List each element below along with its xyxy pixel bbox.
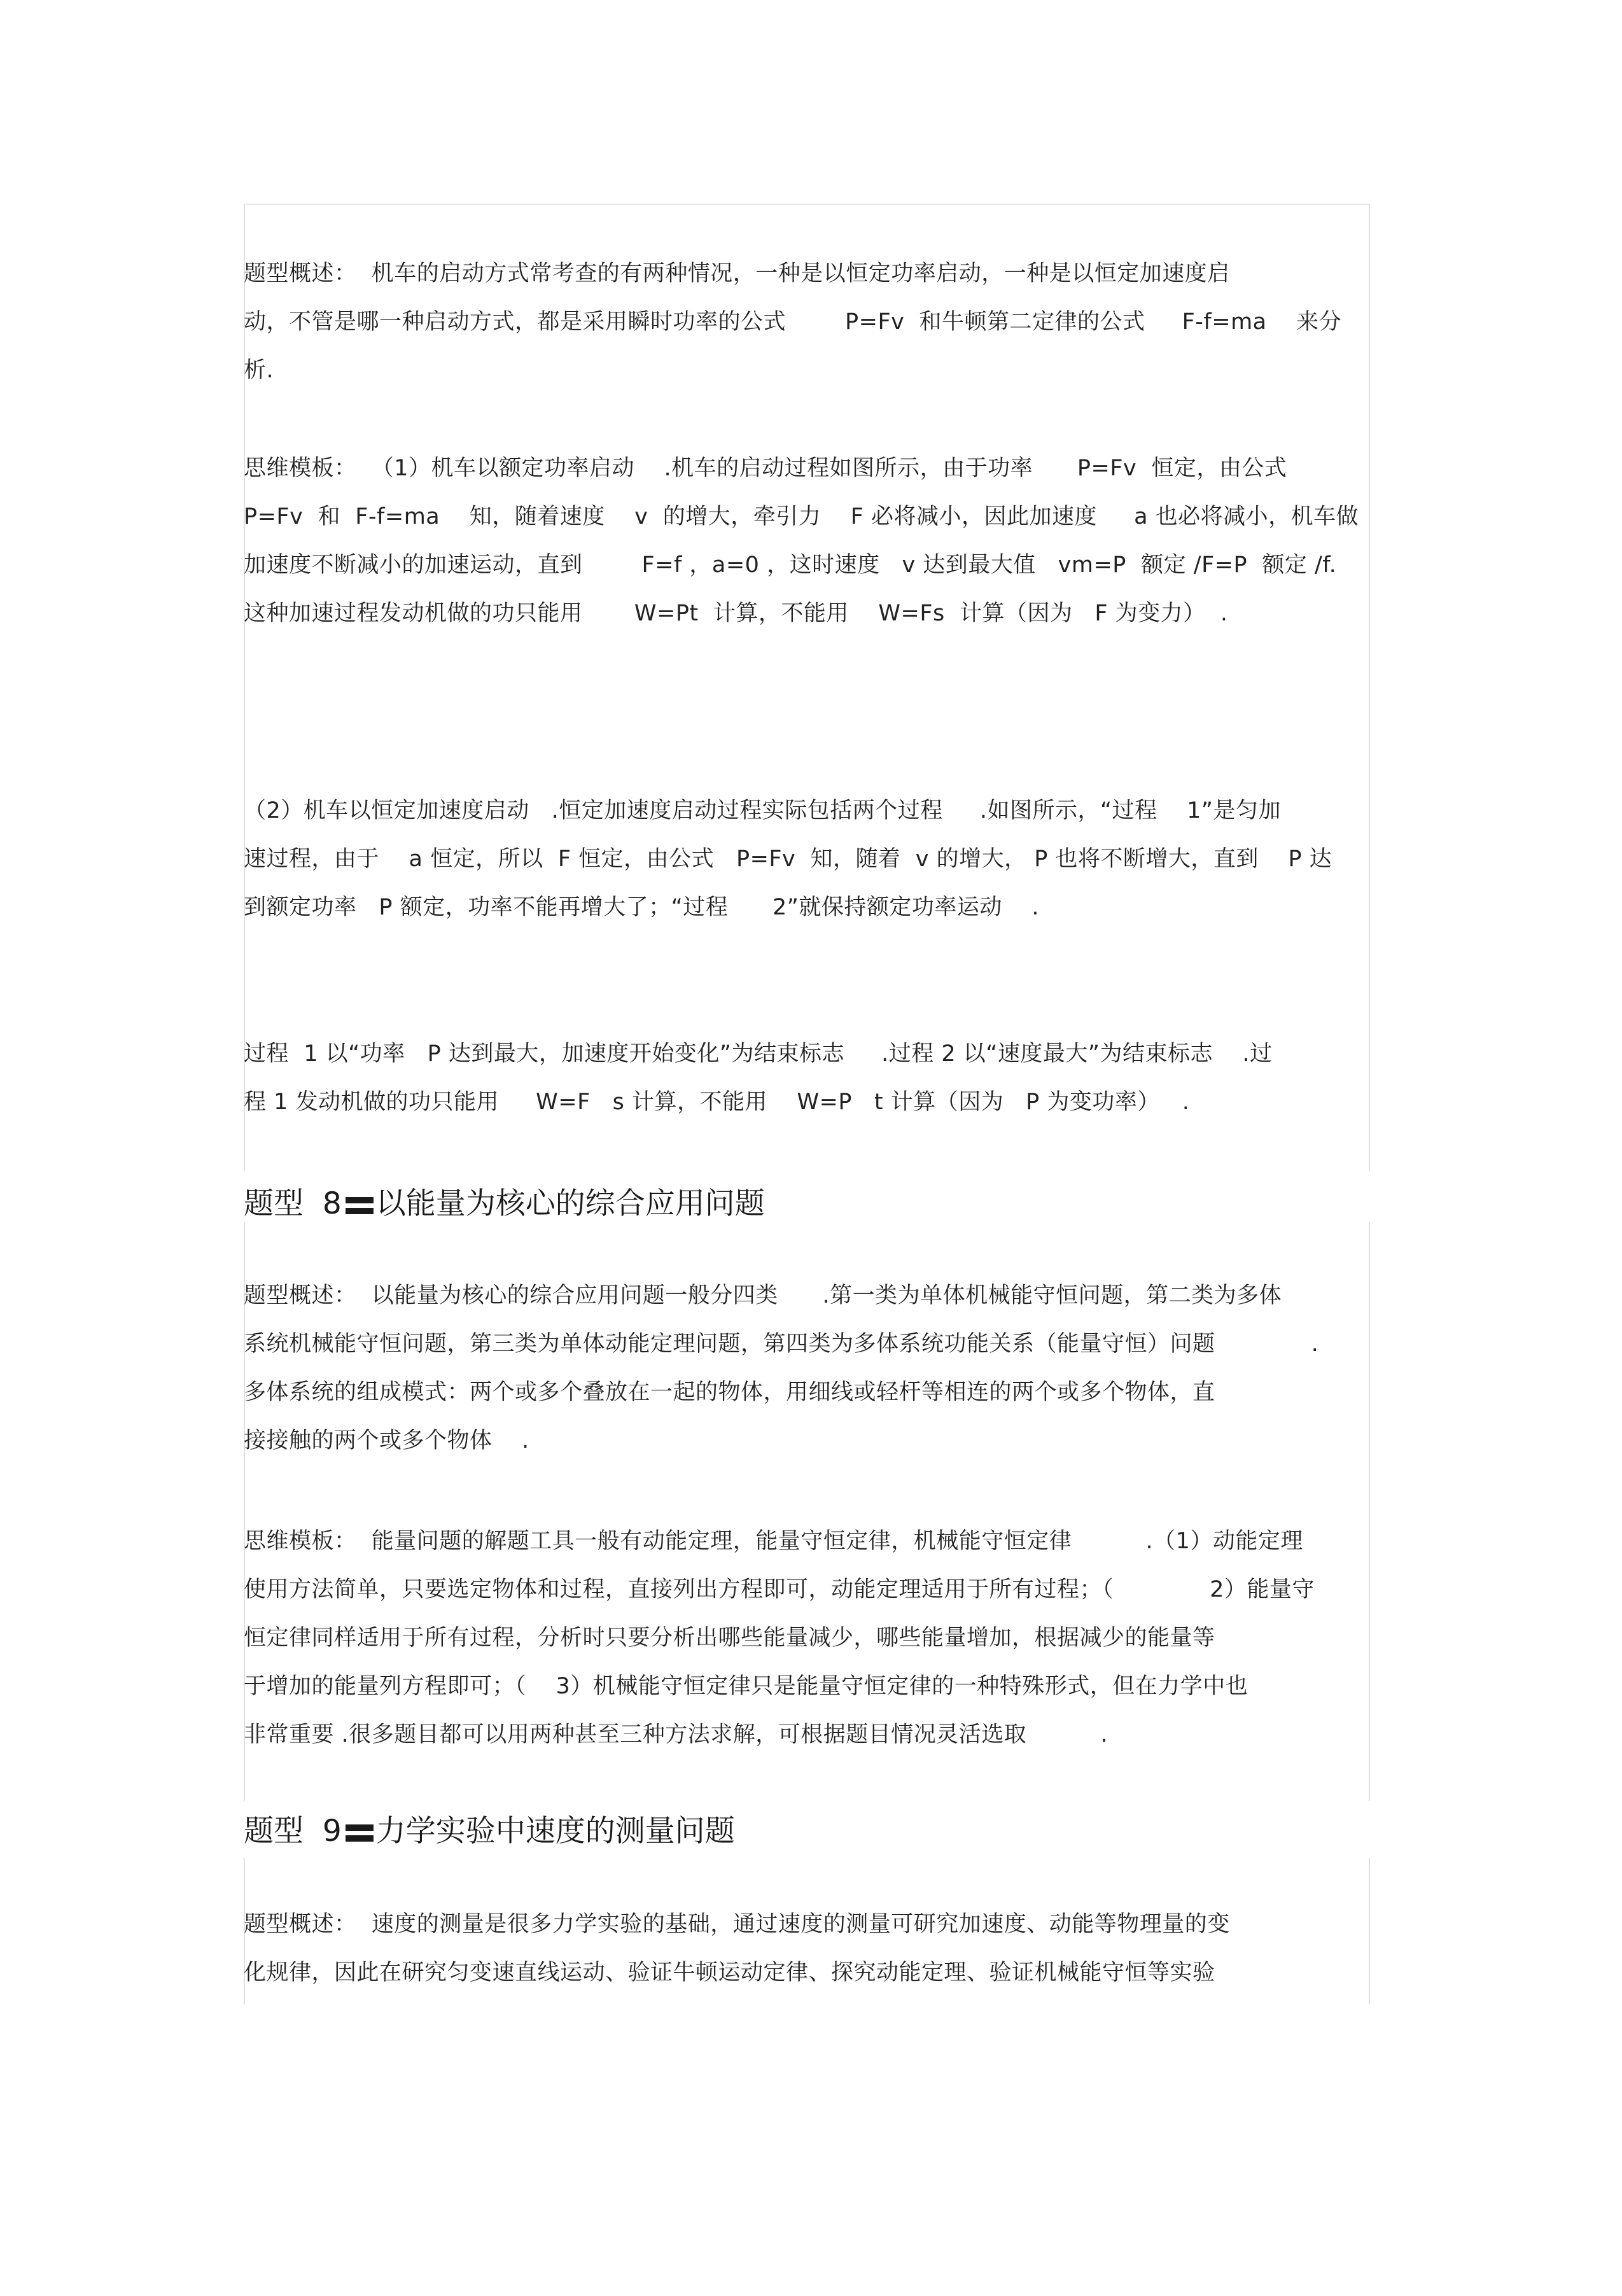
s8-overview-line-1: 题型概述： 以能量为核心的综合应用问题一般分四类 .第一类为单体机械能守恒问题，第二类为多体: [244, 1283, 1282, 1308]
section-8-title-suffix: 以能量为核心的综合应用问题: [375, 1186, 765, 1221]
s7-template3-line-2: 程 1 发动机做的功只能用 W=F s 计算，不能用 W=P t 计算（因为 P 为变功率） .: [244, 1089, 1190, 1115]
section-8-title: [244, 1185, 765, 1223]
double-bar-mark-icon: [346, 1196, 374, 1215]
s8-template-line-2: 使用方法简单，只要选定物体和过程，直接列出方程即可，动能定理适用于所有过程；（ 2）能量守: [244, 1577, 1315, 1602]
s8-template-line-4: 于增加的能量列方程即可；（ 3）机械能守恒定律只是能量守恒定律的一种特殊形式，但在力学中也: [244, 1674, 1248, 1699]
s7-template2-line-2: 速过程，由于 a 恒定，所以 F 恒定，由公式 P=Fv 知，随着 v 的增大， P 也将不断增大，直到 P 达: [244, 846, 1332, 872]
s7-overview-line-2: 动，不管是哪一种启动方式，都是采用瞬时功率的公式 P=Fv 和牛顿第二定律的公式 F-f=ma 来分: [244, 309, 1342, 335]
frame-right-line-1: [1369, 204, 1370, 1171]
s7-template1-line-1: 思维模板： （1）机车以额定功率启动 .机车的启动过程如图所示，由于功率 P=Fv 恒定，由公式: [244, 456, 1287, 481]
s8-overview-line-4: 接接触的两个或多个物体 .: [244, 1428, 529, 1453]
s8-overview-line-3: 多体系统的组成模式：两个或多个叠放在一起的物体，用细线或轻杆等相连的两个或多个物体，直: [244, 1380, 1215, 1405]
frame-right-line-3: [1369, 1858, 1370, 2005]
section-9-title-suffix: 力学实验中速度的测量问题: [375, 1814, 735, 1849]
section-9-title-prefix: 题型 9: [244, 1814, 342, 1849]
s7-template3-line-1: 过程 1 以“功率 P 达到最大，加速度开始变化”为结束标志 .过程 2 以“速度最大”为结束标志 .过: [244, 1041, 1273, 1067]
s9-overview-line-2: 化规律，因此在研究匀变速直线运动、验证牛顿运动定律、探究动能定理、验证机械能守恒等实验: [244, 1960, 1215, 1985]
s8-template-line-5: 非常重要 .很多题目都可以用两种甚至三种方法求解，可根据题目情况灵活选取 .: [244, 1722, 1108, 1747]
frame-right-line-2: [1369, 1222, 1370, 1801]
double-bar-mark-icon: [346, 1823, 374, 1842]
section-9-title: [244, 1812, 735, 1851]
s8-overview-line-2: 系统机械能守恒问题，第三类为单体动能定理问题，第四类为多体系统功能关系（能量守恒）问题 .: [244, 1331, 1319, 1357]
s8-template-line-3: 恒定律同样适用于所有过程，分析时只要分析出哪些能量减少，哪些能量增加，根据减少的能量等: [244, 1625, 1215, 1651]
s7-overview-line-1: 题型概述： 机车的启动方式常考查的有两种情况，一种是以恒定功率启动，一种是以恒定加速度启: [244, 261, 1230, 286]
s7-template2-line-1: （2）机车以恒定加速度启动 .恒定加速度启动过程实际包括两个过程 .如图所示，“过程 1”是匀加: [244, 798, 1282, 823]
s8-template-line-1: 思维模板： 能量问题的解题工具一般有动能定理，能量守恒定律，机械能守恒定律 .（1）动能定理: [244, 1529, 1303, 1554]
s7-overview-line-3: 析.: [244, 358, 274, 383]
frame-top-line: [244, 204, 1370, 205]
s7-template1-line-2: P=Fv 和 F-f=ma 知，随着速度 v 的增大，牵引力 F 必将减小，因此加速度 a 也必将减小，机车做: [244, 504, 1359, 529]
s9-overview-line-1: 题型概述： 速度的测量是很多力学实验的基础，通过速度的测量可研究加速度、动能等物理量的变: [244, 1912, 1230, 1937]
section-8-title-prefix: 题型 8: [244, 1186, 342, 1221]
s7-template1-line-3: 加速度不断减小的加速运动，直到 F=f ，a=0 ，这时速度 v 达到最大值 vm=P 额定 /F=P 额定 /f.: [244, 552, 1337, 578]
s7-template1-line-4: 这种加速过程发动机做的功只能用 W=Pt 计算，不能用 W=Fs 计算（因为 F 为变力） .: [244, 601, 1228, 626]
frame-left-line-1: [244, 204, 245, 1171]
s7-template2-line-3: 到额定功率 P 额定，功率不能再增大了；“过程 2”就保持额定功率运动 .: [244, 895, 1040, 920]
